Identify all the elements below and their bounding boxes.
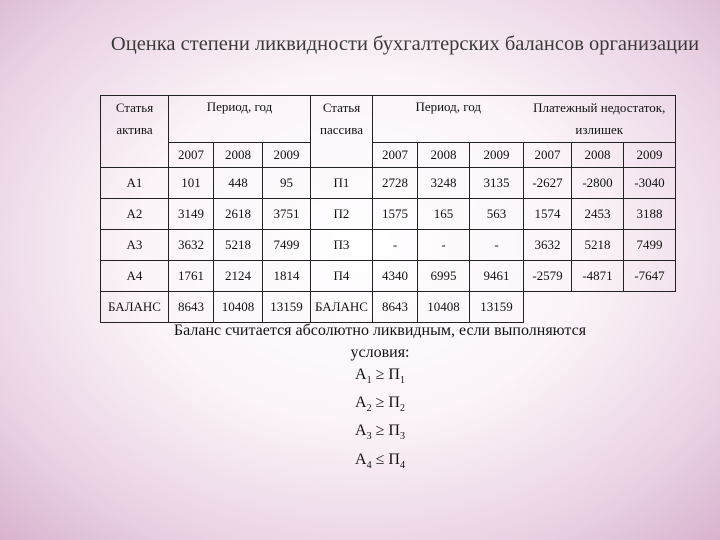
slide-title: Оценка степени ликвидности бухгалтерских балансов организации — [110, 33, 700, 55]
liab-label: П1 — [311, 168, 373, 199]
asset-value: 2124 — [214, 261, 263, 292]
diff-value: -2627 — [524, 168, 572, 199]
diff-value: -2579 — [524, 261, 572, 292]
liquidity-table — [100, 95, 676, 323]
asset-value: 5218 — [214, 230, 263, 261]
asset-value: 95 — [263, 168, 311, 199]
inequality-1: $А_1 \ge П_1$ — [355, 366, 405, 387]
diff-value: 3632 — [524, 230, 572, 261]
liab-value: 563 — [470, 199, 524, 230]
liab-label: П4 — [311, 261, 373, 292]
asset-col-header: Статья актива — [101, 96, 169, 143]
asset-value: 3149 — [169, 199, 214, 230]
year-cell: 2007 — [373, 143, 418, 168]
liabs-period-header: Период, год — [373, 96, 524, 143]
asset-label: А1 — [101, 168, 169, 199]
payment-header-text: Платежный недостаток, излишек — [533, 100, 666, 137]
year-cell: 2009 — [624, 143, 676, 168]
assets-period-header: Период, год — [169, 96, 311, 143]
diff-value: 3188 — [624, 199, 676, 230]
liab-label: П3 — [311, 230, 373, 261]
liab-value: 9461 — [470, 261, 524, 292]
year-cell: 2007 — [524, 143, 572, 168]
liab-value: 6995 — [418, 261, 470, 292]
diff-value: 2453 — [572, 199, 624, 230]
asset-value: 3632 — [169, 230, 214, 261]
diff-value-empty — [524, 292, 572, 323]
year-cell: 2009 — [470, 143, 524, 168]
liab-col-header: Статья пассива — [311, 96, 373, 143]
liab-value: - — [373, 230, 418, 261]
asset-value: 13159 — [263, 292, 311, 323]
diff-value: 5218 — [572, 230, 624, 261]
liab-value: 10408 — [418, 292, 470, 323]
inequality-3: $А_3 \ge П_3$ — [355, 422, 405, 443]
payment-header — [524, 96, 676, 143]
diff-value: -3040 — [624, 168, 676, 199]
year-cell: 2008 — [418, 143, 470, 168]
conditions-text: Баланс считается абсолютно ликвидным, если выполняются условия: — [173, 322, 587, 361]
asset-label: А3 — [101, 230, 169, 261]
asset-value: 101 — [169, 168, 214, 199]
diff-value: -7647 — [624, 261, 676, 292]
asset-value: 3751 — [263, 199, 311, 230]
asset-label: БАЛАНС — [101, 292, 169, 323]
diff-value-empty — [624, 292, 676, 323]
liquidity-conditions — [150, 320, 610, 477]
asset-col-header-cont — [101, 143, 169, 168]
diff-value: -4871 — [572, 261, 624, 292]
diff-value-empty — [572, 292, 624, 323]
liab-label: БАЛАНС — [311, 292, 373, 323]
table-header-row — [101, 96, 676, 143]
asset-value: 448 — [214, 168, 263, 199]
diff-value: 7499 — [624, 230, 676, 261]
liab-value: 165 — [418, 199, 470, 230]
table-row — [101, 199, 676, 230]
liab-value: - — [418, 230, 470, 261]
table-years-row — [101, 143, 676, 168]
asset-value: 1814 — [263, 261, 311, 292]
table-row — [101, 261, 676, 292]
asset-label: А2 — [101, 199, 169, 230]
asset-label: А4 — [101, 261, 169, 292]
liab-value: 2728 — [373, 168, 418, 199]
liab-col-header-cont — [311, 143, 373, 168]
table-row — [101, 168, 676, 199]
liab-value: 13159 — [470, 292, 524, 323]
liab-label: П2 — [311, 199, 373, 230]
asset-value: 1761 — [169, 261, 214, 292]
year-cell: 2008 — [572, 143, 624, 168]
table-body — [101, 168, 676, 323]
liab-value: 1575 — [373, 199, 418, 230]
liab-value: 4340 — [373, 261, 418, 292]
asset-value: 2618 — [214, 199, 263, 230]
year-cell: 2008 — [214, 143, 263, 168]
diff-value: -2800 — [572, 168, 624, 199]
year-cell: 2009 — [263, 143, 311, 168]
liab-value: - — [470, 230, 524, 261]
inequality-2: $А_2 \ge П_2$ — [355, 394, 405, 415]
diff-value: 1574 — [524, 199, 572, 230]
liab-value: 8643 — [373, 292, 418, 323]
liab-value: 3135 — [470, 168, 524, 199]
asset-value: 7499 — [263, 230, 311, 261]
asset-value: 10408 — [214, 292, 263, 323]
year-cell: 2007 — [169, 143, 214, 168]
asset-value: 8643 — [169, 292, 214, 323]
inequality-4: $А_4 \le П_4$ — [355, 450, 405, 471]
table-row — [101, 230, 676, 261]
table-row-total — [101, 292, 676, 323]
liab-value: 3248 — [418, 168, 470, 199]
